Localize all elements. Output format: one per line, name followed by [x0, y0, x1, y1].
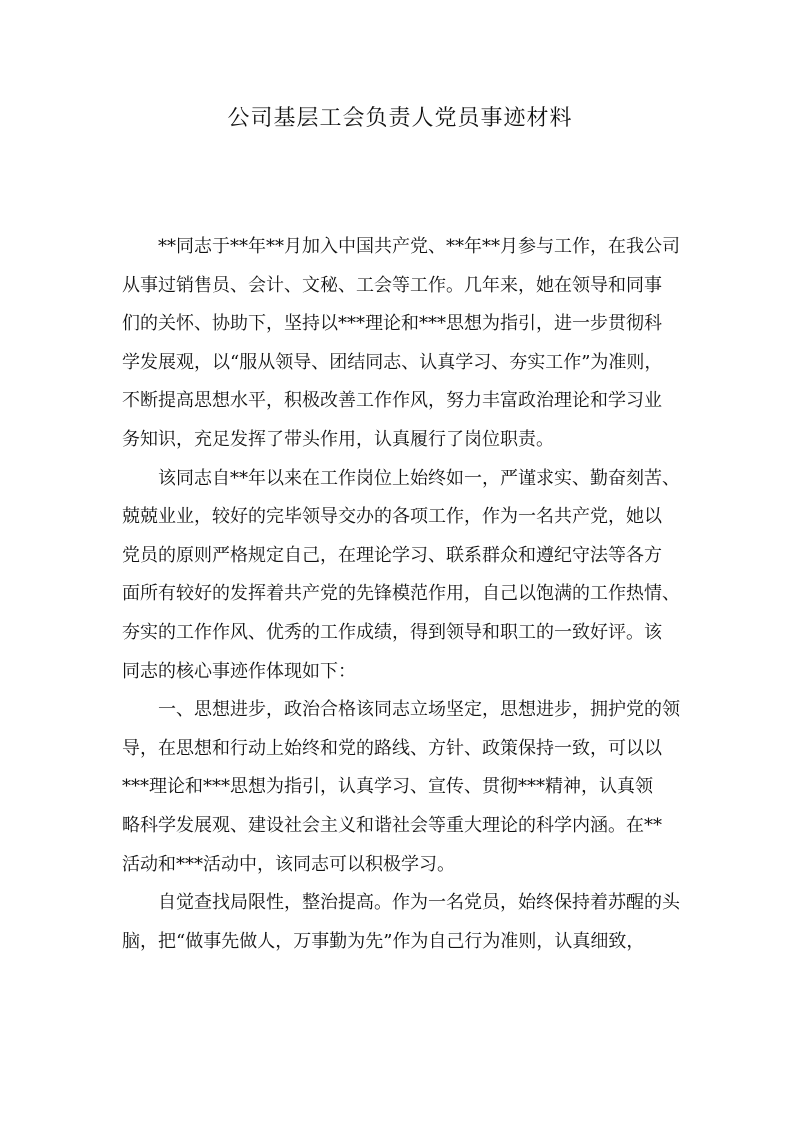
paragraph-self-review — [122, 884, 690, 961]
text-line: **同志于**年**月加入中国共产党、**年**月参与工作，在我公司 — [158, 236, 680, 257]
paragraph-intro — [122, 228, 690, 460]
text-line: 活动和***活动中，该同志可以积极学习。 — [122, 853, 455, 875]
text-line: 自觉查找局限性，整治提高。作为一名党员，始终保持着苏醒的头 — [158, 892, 680, 914]
text-line: 党员的原则严格规定自己，在理论学习、联系群众和遵纪守法等各方 — [122, 544, 662, 566]
text-line: 务知识，充足发挥了带头作用，认真履行了岗位职责。 — [122, 428, 554, 450]
text-line: 脑，把“做事先做人，万事勤为先”作为自己行为准则，认真细致， — [122, 930, 645, 952]
text-line: 导，在思想和行动上始终和党的路线、方针、政策保持一致，可以以 — [122, 737, 662, 759]
text-line: 同志的核心事迹作体现如下： — [122, 660, 356, 682]
document-title: 公司基层工会负责人党员事迹材料 — [227, 106, 573, 131]
paragraph-work-record — [122, 460, 690, 692]
text-line: 学发展观，以“服从领导、团结同志、认真学习、夯实工作”为准则， — [122, 351, 663, 373]
paragraph-ideology — [122, 691, 690, 884]
text-line: ***理论和***思想为指引，认真学习、宣传、贯彻***精神，认真领 — [122, 776, 653, 798]
text-line: 兢兢业业，较好的完毕领导交办的各项工作，作为一名共产党，她以 — [122, 506, 662, 528]
text-line: 们的关怀、协助下，坚持以***理论和***思想为指引，进一步贯彻科 — [122, 313, 662, 335]
text-line: 该同志自**年以来在工作岗位上始终如一，严谨求实、勤奋刻苦、 — [158, 467, 680, 489]
document-body — [122, 228, 690, 961]
text-line: 一、思想进步，政治合格该同志立场坚定，思想进步，拥护党的领 — [158, 699, 680, 721]
text-line: 从事过销售员、会计、文秘、工会等工作。几年来，她在领导和同事 — [122, 274, 662, 296]
text-line: 面所有较好的发挥着共产党的先锋模范作用，自己以饱满的工作热情、 — [122, 583, 680, 605]
text-line: 不断提高思想水平，积极改善工作作风，努力丰富政治理论和学习业 — [122, 390, 662, 412]
text-line: 略科学发展观、建设社会主义和谐社会等重大理论的科学内涵。在** — [122, 814, 662, 836]
text-line: 夯实的工作作风、优秀的工作成绩，得到领导和职工的一致好评。该 — [122, 621, 662, 643]
